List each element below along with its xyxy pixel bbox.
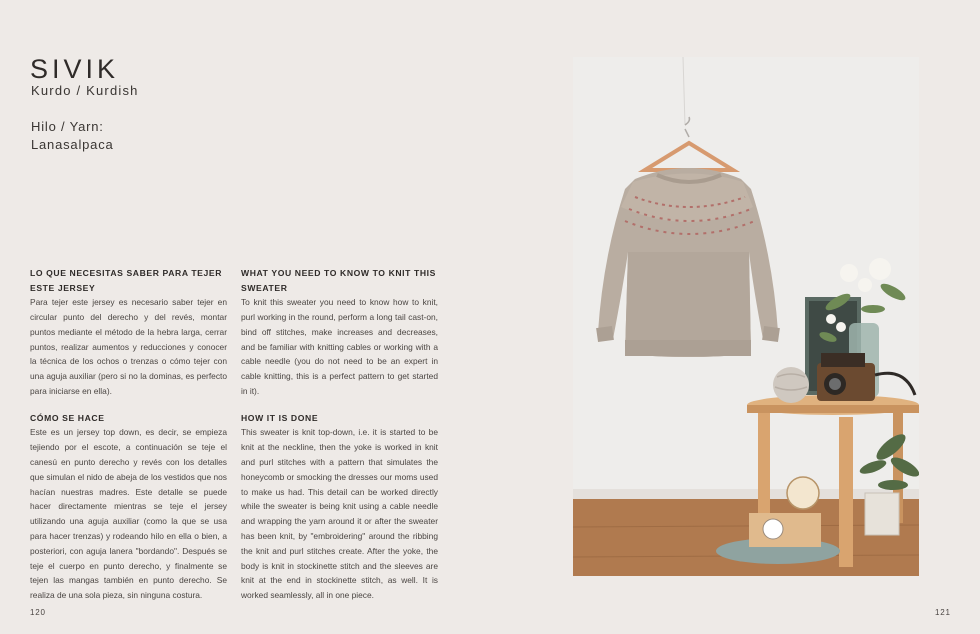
yarn-label: Hilo / Yarn:	[31, 119, 104, 134]
page-number-left: 120	[30, 608, 46, 617]
english-requirements-text: To knit this sweater you need to know how to knit, purl working in the round, perform a long tail cast-on, bind off stitches, make increases and decreases, and be familiar with knitting cables or working with a cable needle (you do not need to be an expert in cable knitting, this is a perfect pattern to get started in it).	[241, 297, 438, 396]
english-column	[241, 266, 438, 603]
spanish-heading-method: CÓMO SE HACE	[30, 412, 105, 423]
spanish-heading-requirements: LO QUE NECESITAS SABER PARA TEJER ESTE JERSEY	[30, 268, 223, 293]
page-number-right: 121	[935, 608, 951, 617]
english-method-text: This sweater is knit top-down, i.e. it is started to be knit at the neckline, then the yoke is worked in knit and purl stitches with a pattern that simulates the honeycomb or smocking the dresses our moms used to make us had. This detail can be worked directly while the sweater is being knit using a cable needle and wrapping the yarn around it or after the sweater has been knit, by "embroidering" around the ribbing the knit and purl stitches create. After the yoke, the body is knit in stockinette stitch and the sleeves are knit at the end in stockinette stitch, as well. It is worked seamlessly, all in one piece.	[241, 427, 438, 601]
sweater-photo	[573, 57, 919, 576]
page-title: SIVIK	[30, 54, 120, 84]
spanish-method-text: Este es un jersey top down, es decir, se empieza tejiendo por el escote, a continuación se teje el canesú en punto derecho y revés con los detalles que simulan el nido de abeja de los vestidos que nos hacían nuestras madres. Este detalle se puede hacer directamente mientras se teje el jersey utilizando una aguja auxiliar (como la que se usa para hacer trenzas) y rodeando hilo en ella o bien, a posteriori, con aguja lanera "bordando". Después se teje el cuerpo en punto derecho, y finalmente se tejen las mangas también en punto derecho. Se realiza de una sola pieza, sin ninguna costura.	[30, 427, 227, 601]
english-heading-requirements: WHAT YOU NEED TO KNOW TO KNIT THIS SWEATER	[241, 268, 436, 293]
spanish-column	[30, 266, 227, 603]
english-heading-method: HOW IT IS DONE	[241, 412, 319, 423]
page-subtitle: Kurdo / Kurdish	[31, 83, 139, 98]
spanish-requirements-text: Para tejer este jersey es necesario saber tejer en circular punto del derecho y del revés, montar puntos mediante el método de la hebra larga, cerrar puntos, realizar aumentos y reducciones y conocer la técnica de los ochos o trenzas o cómo tejer con una aguja auxiliar (pero si no la dominas, es perfecto para iniciarse en ella).	[30, 297, 227, 396]
yarn-value: Lanasalpaca	[31, 137, 114, 152]
